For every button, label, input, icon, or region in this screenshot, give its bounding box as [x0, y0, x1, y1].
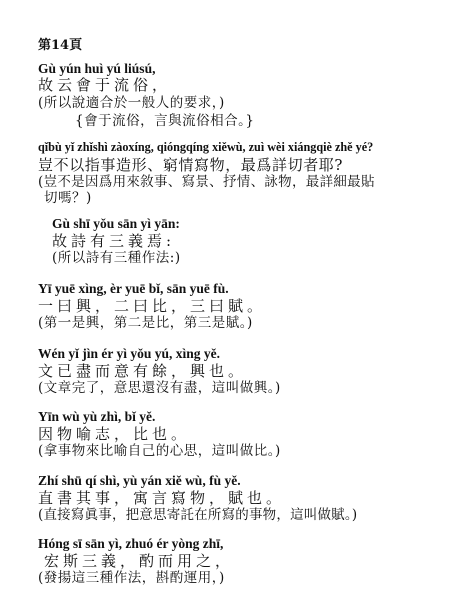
pinyin-line: qǐbù yǐ zhǐshì zàoxíng, qióngqíng xiěwù, zuì wèi xiángqiè zhě yé? [38, 140, 374, 154]
pinyin-line: Yīn wù yù zhì, bǐ yě. [38, 409, 156, 424]
pinyin-line: Zhí shū qí shì, yù yán xiě wù, fù yě. [38, 473, 241, 488]
pinyin-line: Hóng sī sān yì, zhuó ér yòng zhī, [38, 536, 224, 551]
translation-note: (拿事物來比喻自己的心思，這叫做比。) [38, 443, 281, 459]
chinese-text-line: 文已盡而意有餘，興也。 [38, 362, 248, 380]
pinyin-line: Gù yún huì yú liúsú, [38, 61, 156, 76]
translation-note: (所以說適合於一般人的要求，) [38, 95, 225, 111]
pinyin-line: Yī yuē xìng, èr yuē bǐ, sān yuē fù. [38, 281, 229, 296]
chinese-text-line: 一曰興，二曰比，三曰賦。 [38, 297, 267, 315]
pinyin-line: Gù shī yǒu sān yì yān: [52, 216, 180, 231]
chinese-text-line: 故詩有三義焉: [52, 232, 176, 250]
translation-note: 切嗎？) [44, 190, 92, 206]
translation-note: (所以詩有三種作法:) [52, 250, 181, 266]
pinyin-line: Wén yǐ jìn ér yì yǒu yú, xìng yě. [38, 346, 221, 361]
chinese-text-line: 因物喻志，比也。 [38, 425, 191, 443]
page-header: 第14頁 [38, 38, 83, 53]
translation-note: (豈不是因爲用來敘事、寫景、抒情、詠物，最詳細最貼 [38, 174, 375, 190]
chinese-text-line: 直書其事，寓言寫物，賦也。 [38, 489, 286, 507]
annotation-note: {會于流俗，言與流俗相合。} [75, 113, 255, 129]
translation-note: (第一是興，第二是比，第三是賦。) [38, 315, 253, 331]
translation-note: (直接寫眞事，把意思寄託在所寫的事物，這叫做賦。) [38, 507, 358, 523]
chinese-text-line: 宏斯三義，酌而用之， [44, 552, 235, 570]
chinese-text-line: 豈不以指事造形、窮情寫物，最爲詳切者耶? [38, 156, 344, 174]
translation-note: (文章完了，意思還沒有盡，這叫做興。) [38, 380, 281, 396]
chinese-text-line: 故云會于流俗， [38, 76, 172, 94]
translation-note: (發揚這三種作法，斟酌運用，) [38, 570, 225, 586]
